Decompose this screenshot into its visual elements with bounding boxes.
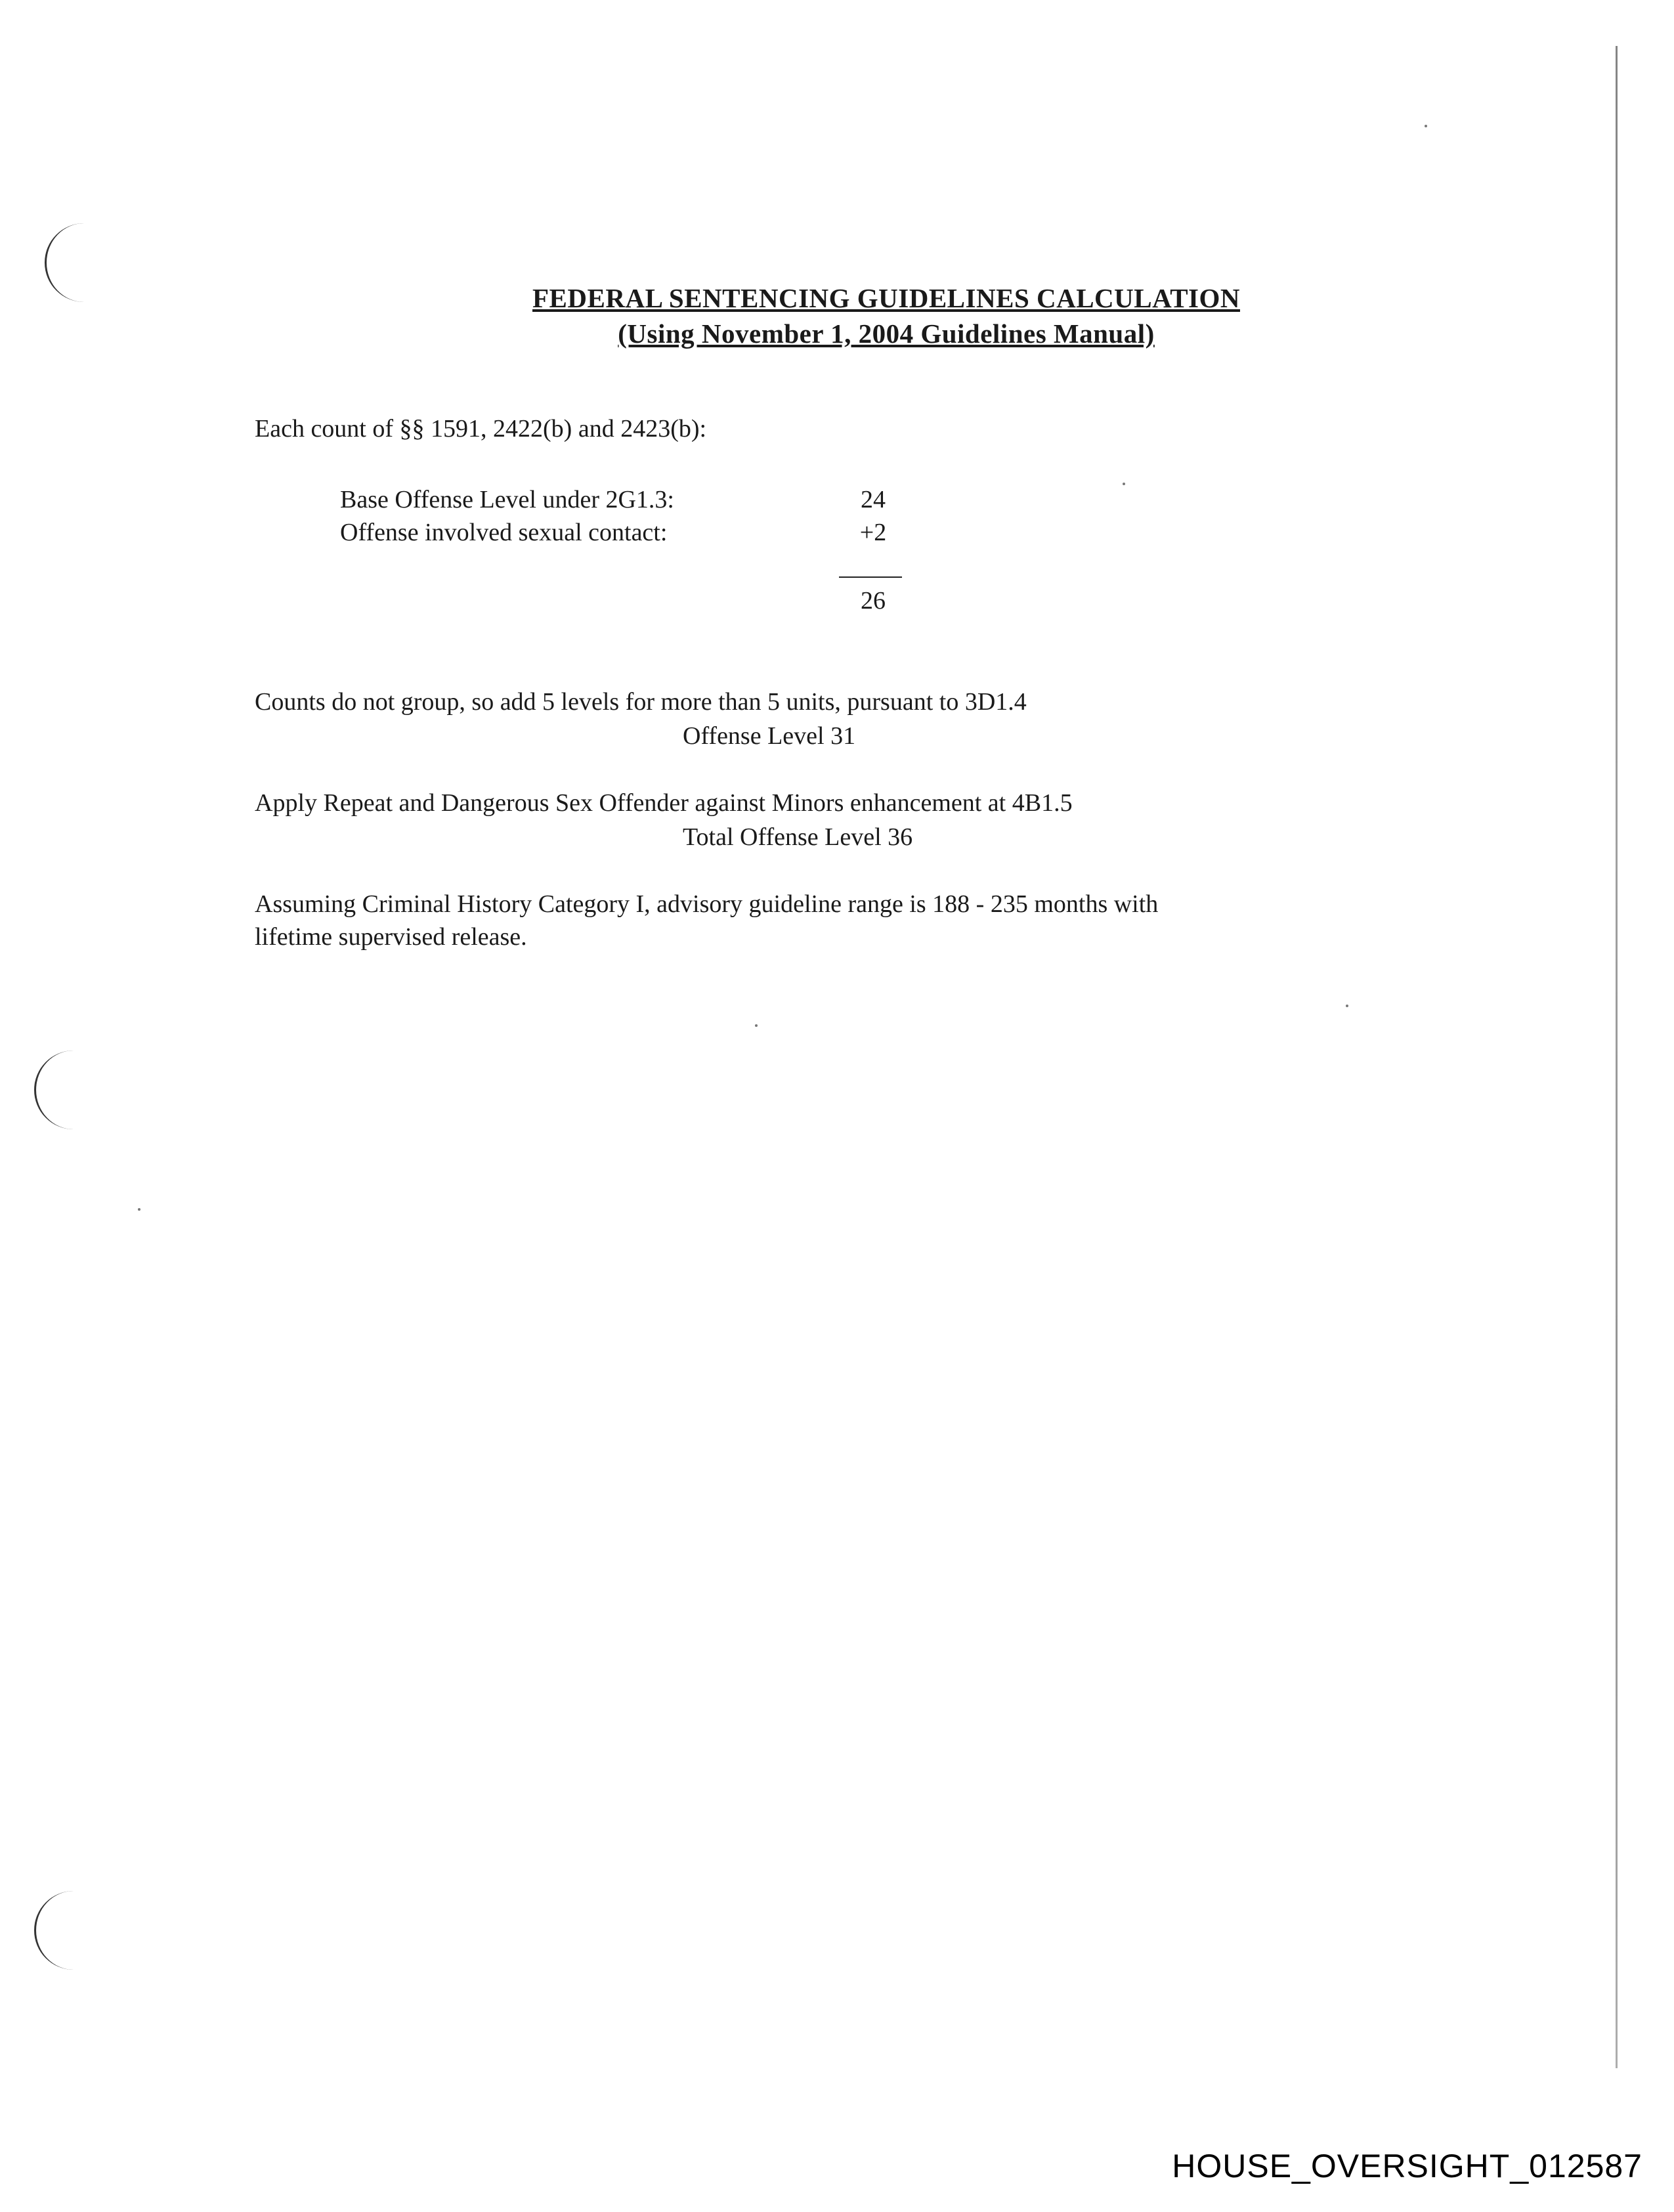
bates-number: HOUSE_OVERSIGHT_012587: [1172, 2148, 1642, 2184]
scan-speck: [138, 1208, 140, 1211]
calc-label-base-offense: Base Offense Level under 2G1.3:: [340, 486, 674, 513]
scan-speck: [1425, 125, 1427, 127]
calc-label-sexual-contact: Offense involved sexual contact:: [340, 519, 668, 546]
punch-hole-mark: [34, 1051, 95, 1129]
calc-value-base-offense: 24: [861, 486, 886, 513]
calc-value-sexual-contact: +2: [859, 519, 887, 546]
punch-hole-mark: [34, 1891, 95, 1970]
grouping-result: Offense Level 31: [683, 722, 856, 750]
scan-speck: [1123, 483, 1125, 485]
guideline-range-line-2: lifetime supervised release.: [255, 923, 527, 951]
intro-line: Each count of §§ 1591, 2422(b) and 2423(b):: [255, 415, 707, 443]
scan-speck: [1346, 1005, 1348, 1007]
enhancement-paragraph: Apply Repeat and Dangerous Sex Offender against Minors enhancement at 4B1.5: [255, 789, 1073, 817]
document-title: FEDERAL SENTENCING GUIDELINES CALCULATION: [532, 283, 1240, 313]
document-subtitle: (Using November 1, 2004 Guidelines Manual): [618, 318, 1155, 349]
enhancement-result: Total Offense Level 36: [683, 823, 913, 851]
guideline-range-line-1: Assuming Criminal History Category I, advisory guideline range is 188 - 235 months with: [255, 890, 1159, 918]
grouping-paragraph: Counts do not group, so add 5 levels for more than 5 units, pursuant to 3D1.4: [255, 688, 1027, 716]
page-edge-line: [1616, 46, 1618, 2068]
sum-rule: [839, 576, 902, 578]
calc-total: 26: [861, 587, 886, 615]
scan-speck: [755, 1024, 758, 1027]
